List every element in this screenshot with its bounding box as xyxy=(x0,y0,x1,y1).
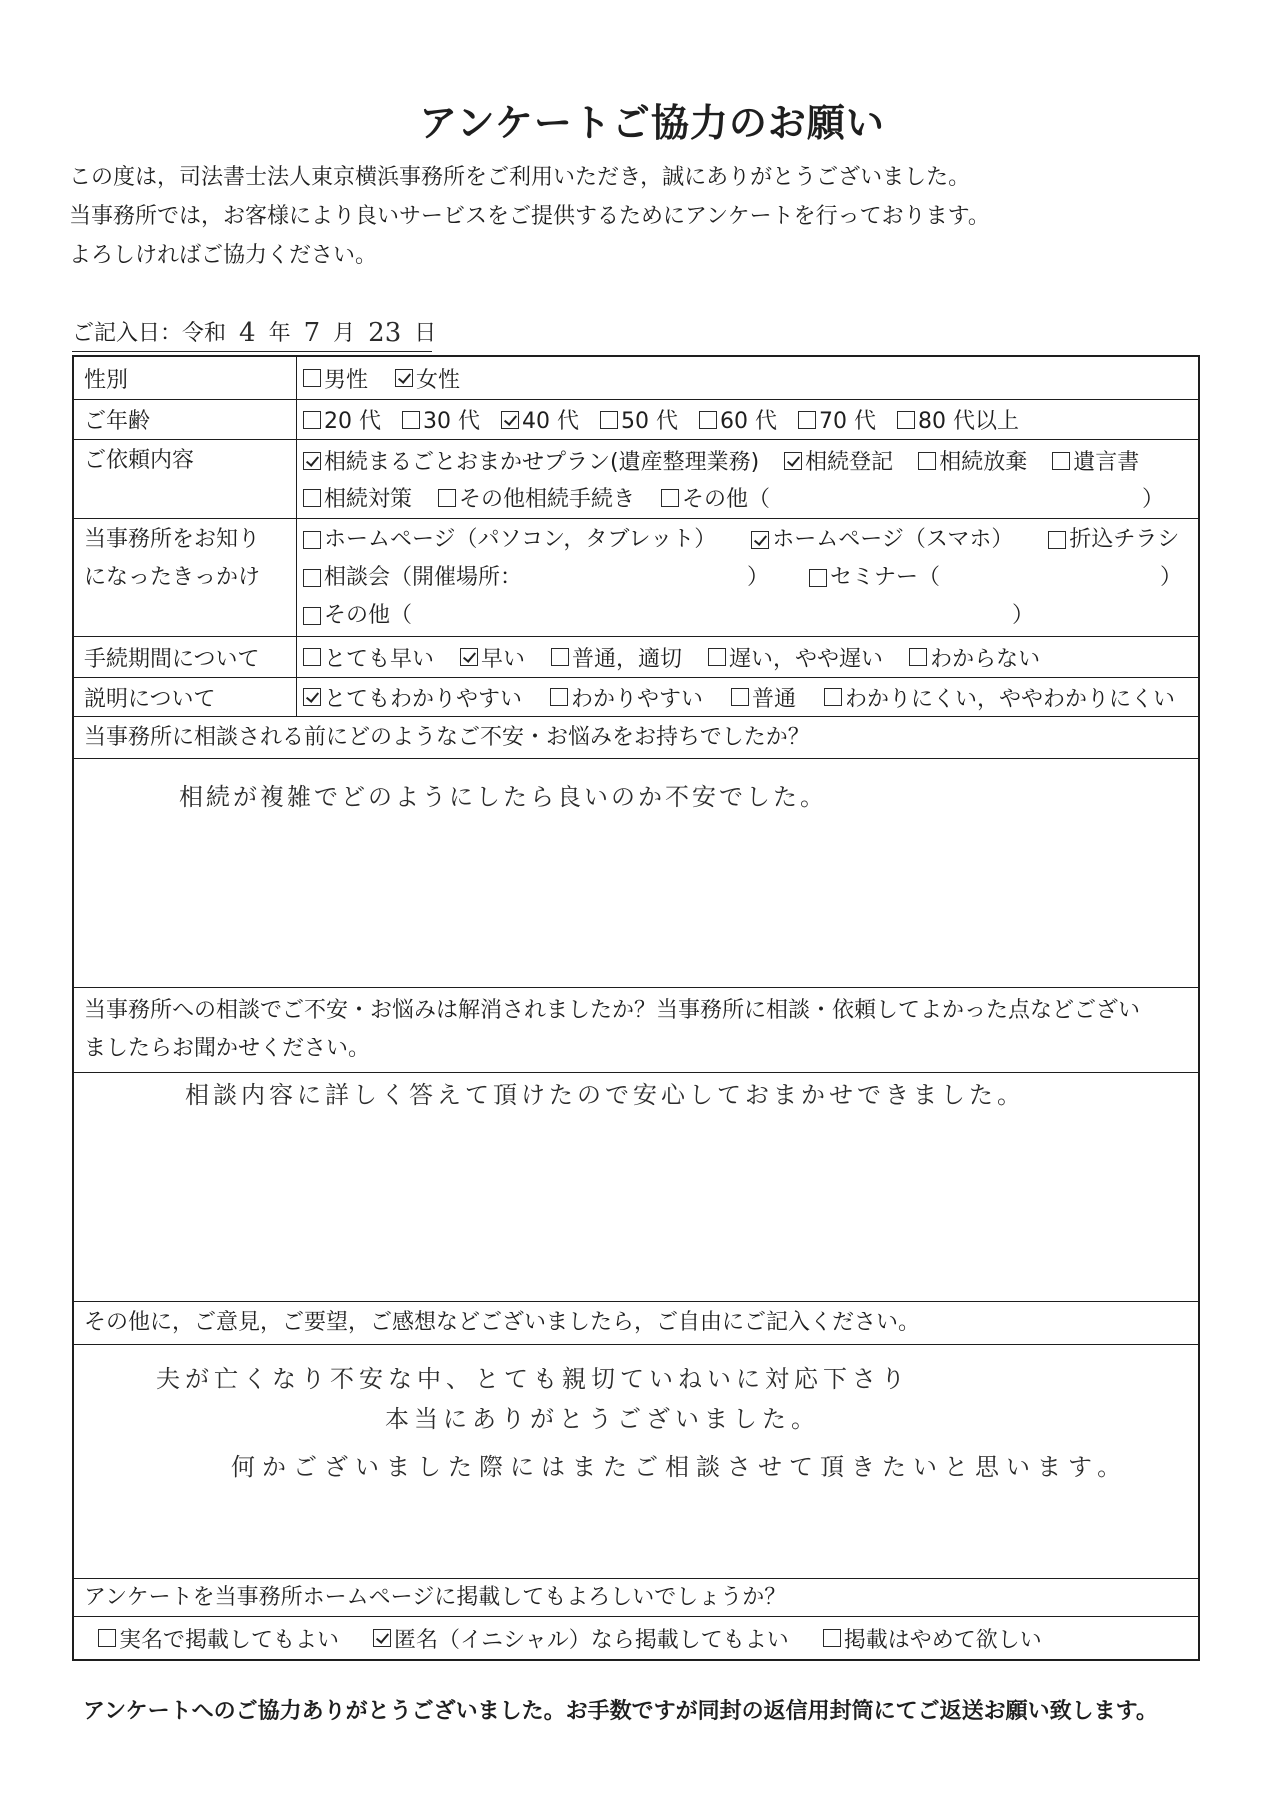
age-40s-checkbox[interactable] xyxy=(501,411,519,429)
date-label: ご記入日： xyxy=(72,321,183,346)
explanation-options xyxy=(297,678,1198,716)
option-label: 40 代 xyxy=(522,409,579,434)
source-homepage-smartphone-checkbox[interactable] xyxy=(751,531,769,549)
handwritten-answer: 何かございました際にはまたご相談させて頂きたいと思います。 xyxy=(231,1453,1129,1481)
option-label: 遺言書 xyxy=(1073,450,1140,475)
field-label-text: 当事務所をお知り xyxy=(84,527,261,552)
request-planning-option[interactable] xyxy=(303,482,412,513)
survey-table xyxy=(72,355,1200,1661)
option-label: ホームページ（パソコン，タブレット） xyxy=(324,527,717,552)
question-text: 当事務所に相談される前にどのようなご不安・お悩みをお持ちでしたか？ xyxy=(84,724,810,750)
intro-line: この度は，司法書士法人東京横浜事務所をご利用いただき，誠にありがとうございました。 xyxy=(69,165,971,190)
period-appropriate-option[interactable] xyxy=(551,642,682,673)
request-renunciation-checkbox[interactable] xyxy=(918,452,936,470)
option-label: 70 代 xyxy=(819,409,876,434)
question-text: ましたらお聞かせください。 xyxy=(84,1036,371,1061)
age-20s-option[interactable] xyxy=(303,404,402,435)
option-label: 女性 xyxy=(416,367,461,393)
source-homepage-smartphone-option[interactable] xyxy=(751,521,1013,559)
age-20s-checkbox[interactable] xyxy=(303,411,321,429)
field-label-text: 説明について xyxy=(84,686,216,712)
request-full-service-plan-checkbox[interactable] xyxy=(303,452,321,470)
question-1-header xyxy=(74,716,1198,758)
request-will-checkbox[interactable] xyxy=(1052,452,1070,470)
explanation-very-clear-option[interactable] xyxy=(303,682,522,713)
source-row xyxy=(74,518,1198,636)
gender-male-option[interactable] xyxy=(303,363,395,394)
close-paren: ） xyxy=(747,565,770,590)
age-30s-checkbox[interactable] xyxy=(402,411,420,429)
handwritten-answer: 相続が複雑でどのようにしたら良いのか不安でした。 xyxy=(179,783,827,811)
period-unknown-option[interactable] xyxy=(909,642,1040,673)
date-era: 令和 xyxy=(182,321,227,346)
option-label: 60 代 xyxy=(720,409,777,434)
option-label: 折込チラシ xyxy=(1069,527,1180,552)
day-unit: 日 xyxy=(414,321,437,346)
question-text: 当事務所への相談でご不安・お悩みは解消されましたか？当事務所に相談・依頼してよかった点などござい xyxy=(84,998,1141,1023)
age-60s-option[interactable] xyxy=(699,404,798,435)
form-title: アンケートご協力のお願い xyxy=(419,101,885,145)
option-label: わかりやすい xyxy=(571,686,704,712)
option-label: わからない xyxy=(930,646,1041,672)
other-blank-field[interactable] xyxy=(770,487,1142,509)
period-options xyxy=(297,637,1198,677)
option-label: ホームページ（スマホ） xyxy=(772,527,1014,552)
option-label: その他（ xyxy=(324,603,413,628)
period-slow-checkbox[interactable] xyxy=(708,648,726,666)
entry-date xyxy=(72,314,437,352)
period-unknown-checkbox[interactable] xyxy=(909,648,927,666)
source-homepage-pc-checkbox[interactable] xyxy=(303,531,321,549)
request-full-service-plan-option[interactable] xyxy=(303,445,759,476)
field-label-text: ご年齢 xyxy=(84,409,151,434)
intro-line: よろしければご協力ください。 xyxy=(69,243,378,268)
question-text: その他に，ご意見，ご要望，ご感想などございましたら，ご自由にご記入ください。 xyxy=(84,1310,921,1335)
handwritten-year: 4 xyxy=(239,318,256,348)
explanation-unclear-option[interactable] xyxy=(824,682,1175,713)
source-homepage-pc-option[interactable] xyxy=(303,521,716,559)
field-label-text: ご依頼内容 xyxy=(84,448,195,473)
question-text: アンケートを当事務所ホームページに掲載してもよろしいでしょうか？ xyxy=(84,1584,787,1610)
explanation-very-clear-checkbox[interactable] xyxy=(303,688,321,706)
period-very-fast-checkbox[interactable] xyxy=(303,648,321,666)
publish-decline-option[interactable] xyxy=(823,1623,1042,1654)
option-label: 相続対策 xyxy=(324,487,413,512)
field-label-age xyxy=(74,400,297,439)
period-fast-option[interactable] xyxy=(460,642,525,673)
period-slow-option[interactable] xyxy=(708,642,883,673)
age-options xyxy=(297,400,1198,439)
source-consultation-event-checkbox[interactable] xyxy=(303,569,321,587)
other-blank-field[interactable] xyxy=(412,605,1012,627)
option-label: わかりにくい，ややわかりにくい xyxy=(845,686,1176,712)
request-other-procedure-checkbox[interactable] xyxy=(438,489,456,507)
close-paren: ） xyxy=(1012,603,1035,628)
question-1-answer-area[interactable] xyxy=(74,758,1198,987)
field-label-text: になったきっかけ xyxy=(84,565,261,590)
source-flyer-option[interactable] xyxy=(1048,521,1179,559)
option-label: 相続まるごとおまかせプラン(遺産整理業務) xyxy=(324,450,760,475)
publish-anonymous-checkbox[interactable] xyxy=(373,1629,391,1647)
month-unit: 月 xyxy=(333,321,356,346)
source-options xyxy=(297,519,1198,636)
field-label-explanation xyxy=(74,678,297,716)
handwritten-day: 23 xyxy=(368,318,402,348)
period-appropriate-checkbox[interactable] xyxy=(551,648,569,666)
request-other-option[interactable] xyxy=(661,482,1164,513)
option-label: 普通，適切 xyxy=(572,646,683,672)
source-other-checkbox[interactable] xyxy=(303,607,321,625)
request-registration-option[interactable] xyxy=(784,445,893,476)
option-line xyxy=(303,479,1198,516)
explanation-normal-checkbox[interactable] xyxy=(731,688,749,706)
source-seminar-checkbox[interactable] xyxy=(809,569,827,587)
question-2-answer-area[interactable] xyxy=(74,1072,1198,1301)
option-line xyxy=(303,559,1198,597)
option-label: 掲載はやめて欲しい xyxy=(843,1627,1042,1653)
period-row xyxy=(74,636,1198,677)
option-label: セミナー（ xyxy=(830,565,941,590)
request-will-option[interactable] xyxy=(1052,445,1139,476)
option-line xyxy=(303,597,1198,635)
publish-real-name-option[interactable] xyxy=(98,1623,339,1654)
handwritten-answer: 相談内容に詳しく答えて頂けたので安心しておまかせできました。 xyxy=(185,1081,1025,1109)
option-label: 早い xyxy=(481,646,526,672)
publish-real-name-checkbox[interactable] xyxy=(98,1629,116,1647)
question-2-header xyxy=(74,987,1198,1072)
age-60s-checkbox[interactable] xyxy=(699,411,717,429)
age-50s-option[interactable] xyxy=(600,404,699,435)
request-renunciation-option[interactable] xyxy=(918,445,1027,476)
handwritten-answer: 本当にありがとうございました。 xyxy=(385,1405,820,1433)
option-label: その他（ xyxy=(682,487,771,512)
footer-thanks: アンケートへのご協力ありがとうございました。お手数ですが同封の返信用封筒にてご返送お願い致します。 xyxy=(83,1699,1158,1724)
publish-options xyxy=(74,1616,1198,1659)
age-70s-option[interactable] xyxy=(798,404,897,435)
close-paren: ） xyxy=(1141,487,1164,512)
close-paren: ） xyxy=(1160,565,1183,590)
question-3-answer-area[interactable] xyxy=(74,1344,1198,1578)
option-label: 30 代 xyxy=(423,409,480,434)
handwritten-answer: 夫が亡くなり不安な中、とても親切ていねいに対応下さり xyxy=(156,1365,910,1393)
option-label: 相談会（開催場所： xyxy=(324,565,523,590)
option-label: 相続登記 xyxy=(805,450,894,475)
age-40s-option[interactable] xyxy=(501,404,600,435)
question-3-header xyxy=(74,1301,1198,1344)
field-label-text: 手続期間について xyxy=(84,646,260,672)
field-label-period xyxy=(74,637,297,677)
intro-text xyxy=(69,158,990,275)
option-label: 実名で掲載してもよい xyxy=(119,1627,340,1653)
option-label: とてもわかりやすい xyxy=(324,686,523,712)
publish-question-header xyxy=(74,1578,1198,1616)
age-row xyxy=(74,399,1198,439)
intro-line: 当事務所では，お客様により良いサービスをご提供するためにアンケートを行っております。 xyxy=(69,204,990,229)
publish-decline-checkbox[interactable] xyxy=(823,1629,841,1647)
source-seminar-option[interactable] xyxy=(809,559,1182,597)
option-label: 50 代 xyxy=(621,409,678,434)
option-label: その他相続手続き xyxy=(459,487,636,512)
field-label-text: 性別 xyxy=(84,367,129,393)
source-consultation-event-option[interactable] xyxy=(303,559,769,597)
venue-blank-field[interactable] xyxy=(522,567,747,589)
seminar-blank-field[interactable] xyxy=(940,567,1160,589)
option-label: 遅い，やや遅い xyxy=(729,646,884,672)
age-50s-checkbox[interactable] xyxy=(600,411,618,429)
age-30s-option[interactable] xyxy=(402,404,501,435)
explanation-clear-option[interactable] xyxy=(550,682,703,713)
gender-female-option[interactable] xyxy=(395,363,487,394)
gender-options xyxy=(297,357,1198,399)
option-label: 男性 xyxy=(324,367,369,393)
request-planning-checkbox[interactable] xyxy=(303,489,321,507)
gender-row xyxy=(74,357,1198,399)
publish-anonymous-option[interactable] xyxy=(373,1623,789,1654)
field-label-request xyxy=(74,440,297,518)
request-other-procedure-option[interactable] xyxy=(438,482,635,513)
option-label: 80 代以上 xyxy=(918,409,1019,434)
option-label: 普通 xyxy=(752,686,797,712)
explanation-clear-checkbox[interactable] xyxy=(550,688,568,706)
request-other-checkbox[interactable] xyxy=(661,489,679,507)
option-line xyxy=(303,521,1198,559)
gender-female-checkbox[interactable] xyxy=(395,369,413,387)
explanation-normal-option[interactable] xyxy=(731,682,796,713)
period-fast-checkbox[interactable] xyxy=(460,648,478,666)
request-registration-checkbox[interactable] xyxy=(784,452,802,470)
option-label: 匿名（イニシャル）なら掲載してもよい xyxy=(394,1627,789,1653)
explanation-row xyxy=(74,677,1198,716)
field-label-source xyxy=(74,519,297,636)
option-line xyxy=(303,442,1198,479)
year-unit: 年 xyxy=(268,321,291,346)
explanation-unclear-checkbox[interactable] xyxy=(824,688,842,706)
age-80plus-option[interactable] xyxy=(897,404,1019,435)
field-label-gender xyxy=(74,357,297,399)
option-label: とても早い xyxy=(324,646,435,672)
age-80plus-checkbox[interactable] xyxy=(897,411,915,429)
option-label: 20 代 xyxy=(324,409,381,434)
option-label: 相続放棄 xyxy=(939,450,1028,475)
source-flyer-checkbox[interactable] xyxy=(1048,531,1066,549)
source-other-option[interactable] xyxy=(303,597,1034,635)
request-options xyxy=(297,440,1198,518)
gender-male-checkbox[interactable] xyxy=(303,369,321,387)
handwritten-month: 7 xyxy=(303,318,321,348)
request-row xyxy=(74,439,1198,518)
age-70s-checkbox[interactable] xyxy=(798,411,816,429)
period-very-fast-option[interactable] xyxy=(303,642,434,673)
